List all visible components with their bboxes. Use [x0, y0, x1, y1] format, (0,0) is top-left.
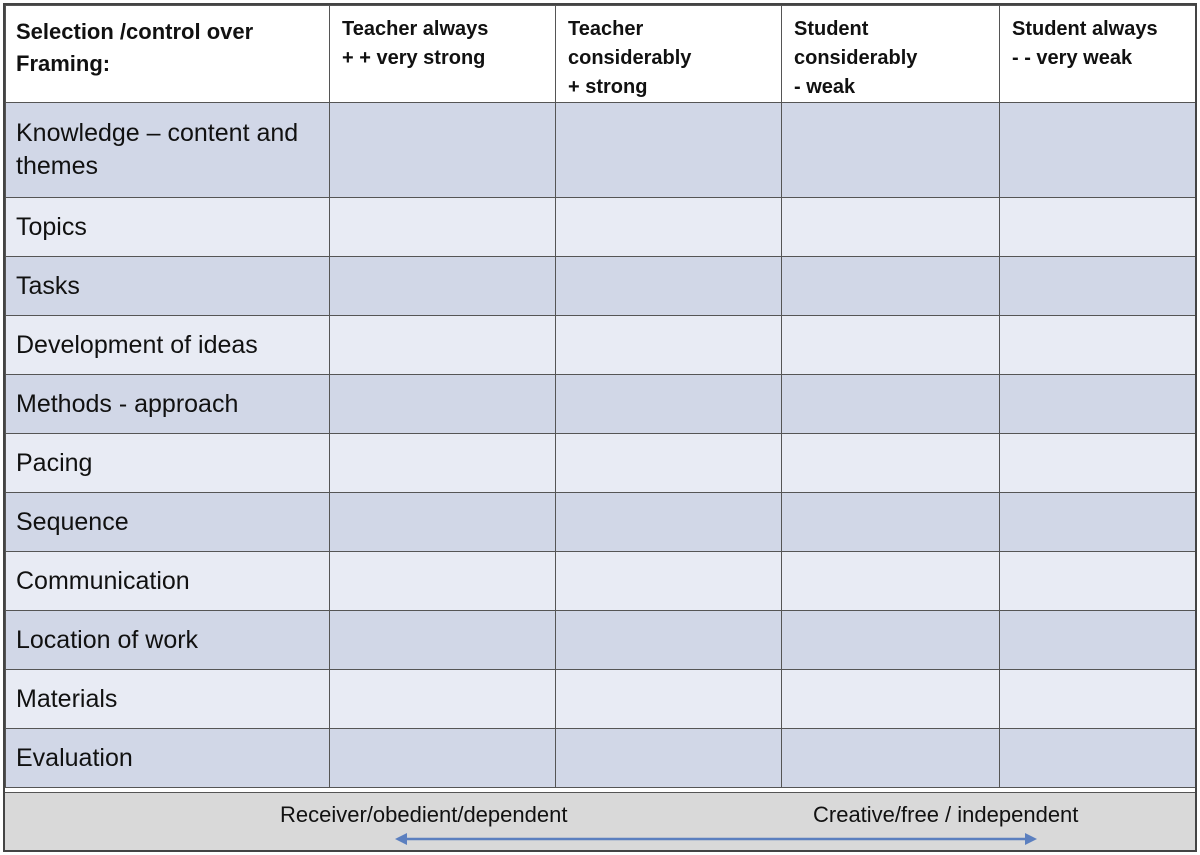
rating-cell	[1000, 198, 1198, 257]
rating-cell	[330, 257, 556, 316]
header-line: - - very weak	[1012, 47, 1133, 69]
framing-table-document	[3, 3, 1197, 852]
rating-cell	[1000, 493, 1198, 552]
rating-cell	[330, 316, 556, 375]
header-line: + + very strong	[342, 47, 486, 69]
rating-cell	[556, 198, 782, 257]
rating-cell	[330, 729, 556, 788]
rating-cell	[1000, 257, 1198, 316]
rating-cell	[556, 257, 782, 316]
table-row	[6, 729, 1198, 788]
header-teacher-considerably	[556, 6, 782, 103]
rating-cell	[1000, 103, 1198, 198]
continuum-left-label: Receiver/obedient/dependent	[280, 802, 568, 827]
row-label: Communication	[6, 552, 330, 611]
header-row	[6, 6, 1198, 103]
double-arrow-icon	[5, 793, 1195, 850]
rating-cell	[782, 493, 1000, 552]
rating-cell	[1000, 316, 1198, 375]
rating-cell	[782, 552, 1000, 611]
table-row	[6, 493, 1198, 552]
rating-cell	[782, 103, 1000, 198]
header-line: considerably	[568, 47, 692, 69]
framing-table	[5, 5, 1197, 788]
rating-cell	[1000, 375, 1198, 434]
row-label: Sequence	[6, 493, 330, 552]
rating-cell	[556, 729, 782, 788]
header-line: Student	[794, 18, 869, 40]
rating-cell	[330, 103, 556, 198]
header-line: considerably	[794, 47, 918, 69]
table-row	[6, 552, 1198, 611]
rating-cell	[782, 257, 1000, 316]
row-label: Topics	[6, 198, 330, 257]
rating-cell	[556, 493, 782, 552]
row-label: Tasks	[6, 257, 330, 316]
rating-cell	[556, 552, 782, 611]
rating-cell	[556, 103, 782, 198]
header-line: Student always	[1012, 18, 1158, 40]
header-line: Teacher	[568, 18, 644, 40]
row-label: Methods - approach	[6, 375, 330, 434]
table-row	[6, 198, 1198, 257]
row-label: Development of ideas	[6, 316, 330, 375]
continuum-footer	[5, 792, 1195, 850]
row-label: Pacing	[6, 434, 330, 493]
rating-cell	[782, 670, 1000, 729]
rating-cell	[330, 552, 556, 611]
table-row	[6, 103, 1198, 198]
rating-cell	[330, 670, 556, 729]
table-row	[6, 434, 1198, 493]
header-teacher-always	[330, 6, 556, 103]
table-row	[6, 611, 1198, 670]
row-label: Knowledge – content and themes	[6, 103, 330, 198]
rating-cell	[782, 198, 1000, 257]
row-label: Location of work	[6, 611, 330, 670]
table-row	[6, 375, 1198, 434]
rating-cell	[782, 611, 1000, 670]
rating-cell	[330, 375, 556, 434]
rating-cell	[556, 375, 782, 434]
header-student-considerably	[782, 6, 1000, 103]
table-row	[6, 257, 1198, 316]
header-line: + strong	[568, 76, 648, 98]
header-line: Teacher always	[342, 18, 489, 40]
rating-cell	[1000, 670, 1198, 729]
header-line: - weak	[794, 76, 856, 98]
rating-cell	[330, 434, 556, 493]
rating-cell	[1000, 729, 1198, 788]
rating-cell	[556, 434, 782, 493]
continuum-right-label: Creative/free / independent	[813, 802, 1079, 827]
rating-cell	[1000, 434, 1198, 493]
row-label: Evaluation	[6, 729, 330, 788]
rating-cell	[330, 198, 556, 257]
rating-cell	[330, 611, 556, 670]
rating-cell	[1000, 611, 1198, 670]
table-row	[6, 670, 1198, 729]
rating-cell	[556, 670, 782, 729]
rating-cell	[556, 611, 782, 670]
rating-cell	[556, 316, 782, 375]
header-student-always	[1000, 6, 1198, 103]
row-label: Materials	[6, 670, 330, 729]
rating-cell	[782, 434, 1000, 493]
header-corner-cell: Selection /control over Framing:	[6, 6, 330, 103]
rating-cell	[782, 375, 1000, 434]
rating-cell	[782, 729, 1000, 788]
rating-cell	[1000, 552, 1198, 611]
table-row	[6, 316, 1198, 375]
rating-cell	[782, 316, 1000, 375]
rating-cell	[330, 493, 556, 552]
